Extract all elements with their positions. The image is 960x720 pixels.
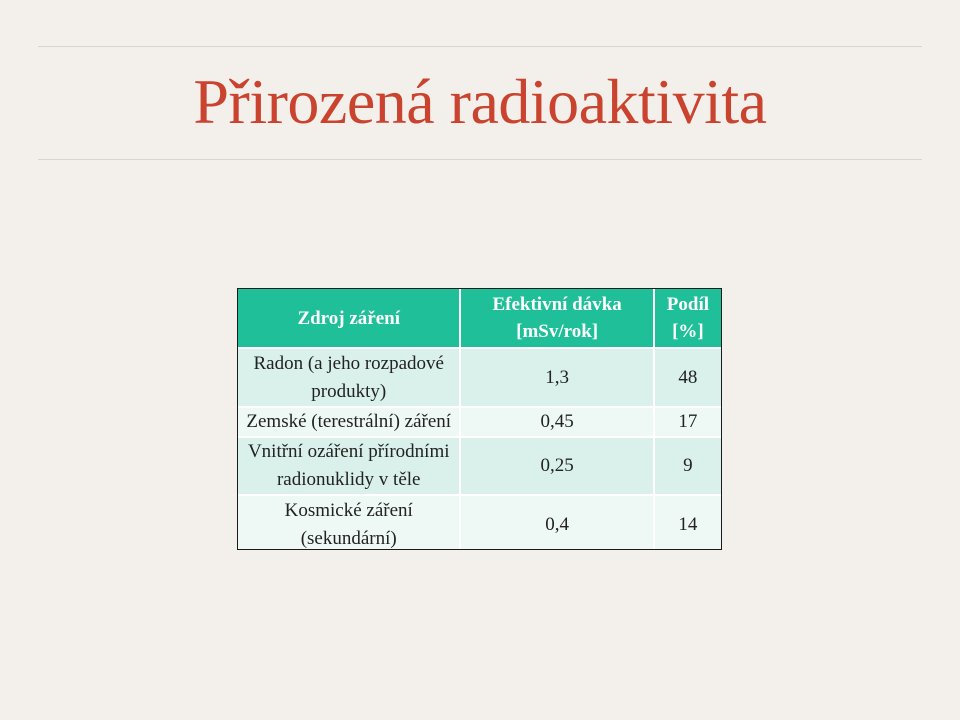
table-row: [238, 495, 721, 550]
header-source: Zdroj záření: [238, 289, 460, 348]
cell-share: 48: [654, 348, 721, 407]
table-header-row: [238, 289, 721, 348]
cell-dose: 0,4: [460, 495, 653, 550]
header-share: Podíl [%]: [654, 289, 721, 348]
cell-dose: 0,45: [460, 407, 653, 437]
radiation-table: [237, 288, 722, 550]
cell-dose: 1,3: [460, 348, 653, 407]
header-dose: Efektivní dávka [mSv/rok]: [460, 289, 653, 348]
cell-source: Vnitřní ozáření přírodními radionuklidy v těle: [238, 437, 460, 495]
title-divider: [38, 159, 922, 160]
table-row: [238, 407, 721, 437]
cell-source: Zemské (terestrální) záření: [238, 407, 460, 437]
cell-source: Radon (a jeho rozpadové produkty): [238, 348, 460, 407]
top-divider: [38, 46, 922, 47]
cell-share: 17: [654, 407, 721, 437]
cell-share: 9: [654, 437, 721, 495]
slide-title: Přirozená radioaktivita: [193, 66, 767, 137]
table-row: [238, 348, 721, 407]
cell-dose: 0,25: [460, 437, 653, 495]
cell-share: 14: [654, 495, 721, 550]
table-row: [238, 437, 721, 495]
cell-source: Kosmické záření (sekundární): [238, 495, 460, 550]
